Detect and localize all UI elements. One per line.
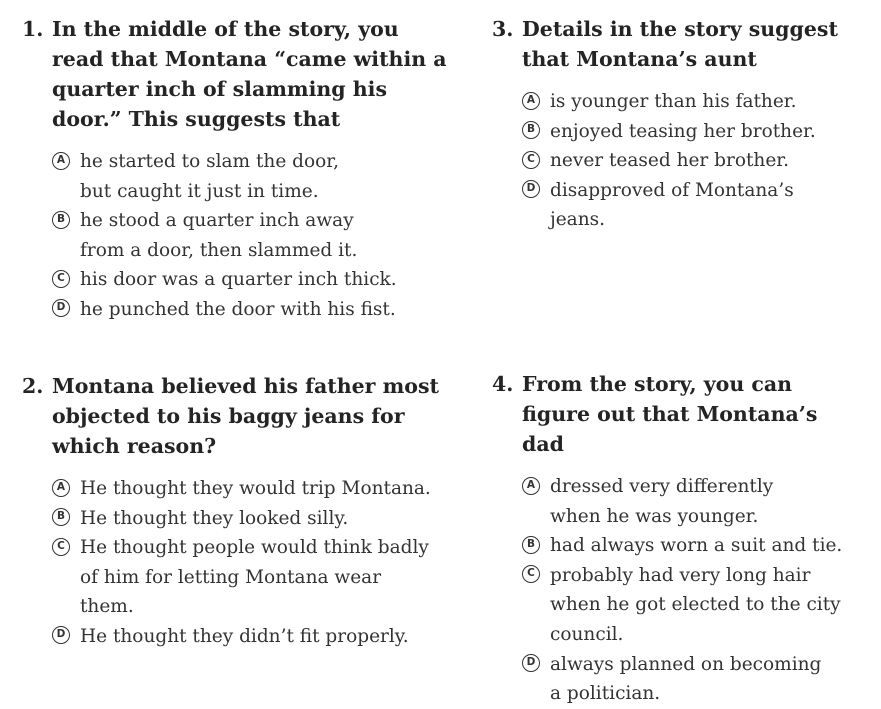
question-stem: Details in the story suggest that Montana’s aunt bbox=[522, 17, 838, 71]
answer-option-b[interactable] bbox=[522, 531, 857, 561]
question-header bbox=[22, 14, 447, 134]
option-b-badge[interactable]: B bbox=[52, 211, 70, 229]
answer-option-a[interactable] bbox=[52, 474, 462, 504]
option-b-badge[interactable]: B bbox=[52, 508, 70, 526]
question-header bbox=[492, 14, 842, 74]
option-d-badge[interactable]: D bbox=[52, 626, 70, 644]
option-c-text: his door was a quarter inch thick. bbox=[80, 269, 397, 291]
question-4 bbox=[492, 369, 857, 709]
option-a-text: is younger than his father. bbox=[550, 91, 797, 112]
option-a-badge[interactable]: A bbox=[522, 92, 540, 110]
answer-options bbox=[52, 474, 462, 652]
option-a-text: He thought they would trip Montana. bbox=[80, 478, 431, 499]
question-1 bbox=[22, 14, 447, 325]
option-b-text: He thought they looked silly. bbox=[80, 507, 349, 529]
question-stem: Montana believed his father most objected to his baggy jeans for which reason? bbox=[52, 374, 439, 458]
option-c-badge[interactable]: C bbox=[52, 538, 70, 556]
answer-option-d[interactable] bbox=[522, 650, 822, 709]
option-c-badge[interactable]: C bbox=[522, 151, 540, 169]
question-number: 4. bbox=[492, 372, 514, 396]
option-d-text: He thought they didn’t fit properly. bbox=[80, 625, 409, 647]
option-c-badge[interactable]: C bbox=[52, 270, 70, 288]
answer-option-d[interactable] bbox=[522, 176, 842, 235]
option-c-text: probably had very long hair when he got elected to the city council. bbox=[550, 564, 841, 645]
option-c-text: He thought people would think badly of him for letting Montana wear them. bbox=[80, 537, 429, 618]
answer-option-b[interactable] bbox=[52, 504, 462, 534]
answer-option-a[interactable] bbox=[522, 87, 842, 117]
option-d-text: always planned on becoming a politician. bbox=[550, 653, 822, 705]
question-3 bbox=[492, 14, 842, 235]
answer-option-c[interactable] bbox=[522, 146, 842, 176]
question-stem: From the story, you can figure out that Montana’s dad bbox=[522, 372, 818, 456]
option-a-badge[interactable]: A bbox=[52, 152, 70, 170]
option-c-text: never teased her brother. bbox=[550, 150, 789, 172]
answer-option-c[interactable] bbox=[52, 265, 447, 295]
answer-option-b[interactable] bbox=[522, 117, 842, 147]
option-d-badge[interactable]: D bbox=[522, 654, 540, 672]
answer-option-a[interactable] bbox=[522, 472, 822, 531]
option-a-text: dressed very differently when he was younger. bbox=[550, 476, 774, 527]
question-header bbox=[492, 369, 857, 459]
option-b-text: he stood a quarter inch away from a door, then slammed it. bbox=[80, 210, 358, 261]
question-number: 2. bbox=[22, 374, 44, 398]
option-d-badge[interactable]: D bbox=[52, 299, 70, 317]
option-b-text: enjoyed teasing her brother. bbox=[550, 120, 816, 142]
question-2 bbox=[22, 371, 462, 652]
answer-options bbox=[522, 87, 842, 235]
question-header bbox=[22, 371, 462, 461]
answer-option-c[interactable] bbox=[52, 533, 437, 622]
option-a-badge[interactable]: A bbox=[522, 477, 540, 495]
option-b-badge[interactable]: B bbox=[522, 536, 540, 554]
answer-options bbox=[52, 147, 447, 325]
option-d-text: he punched the door with his fist. bbox=[80, 298, 396, 320]
option-c-badge[interactable]: C bbox=[522, 565, 540, 583]
answer-option-d[interactable] bbox=[52, 622, 462, 652]
option-b-text: had always worn a suit and tie. bbox=[550, 535, 843, 557]
question-stem: In the middle of the story, you read that Montana “came within a quarter inch of slamming his door.” This suggests that bbox=[52, 17, 447, 131]
question-number: 1. bbox=[22, 17, 44, 41]
option-a-badge[interactable]: A bbox=[52, 479, 70, 497]
option-d-text: disapproved of Montana’s jeans. bbox=[550, 179, 794, 231]
question-number: 3. bbox=[492, 17, 514, 41]
answer-option-b[interactable] bbox=[52, 206, 397, 265]
answer-option-c[interactable] bbox=[522, 561, 857, 650]
option-d-badge[interactable]: D bbox=[522, 180, 540, 198]
answer-options bbox=[522, 472, 857, 709]
answer-option-d[interactable] bbox=[52, 295, 447, 325]
option-b-badge[interactable]: B bbox=[522, 121, 540, 139]
option-a-text: he started to slam the door, but caught it just in time. bbox=[80, 151, 339, 202]
answer-option-a[interactable] bbox=[52, 147, 372, 206]
